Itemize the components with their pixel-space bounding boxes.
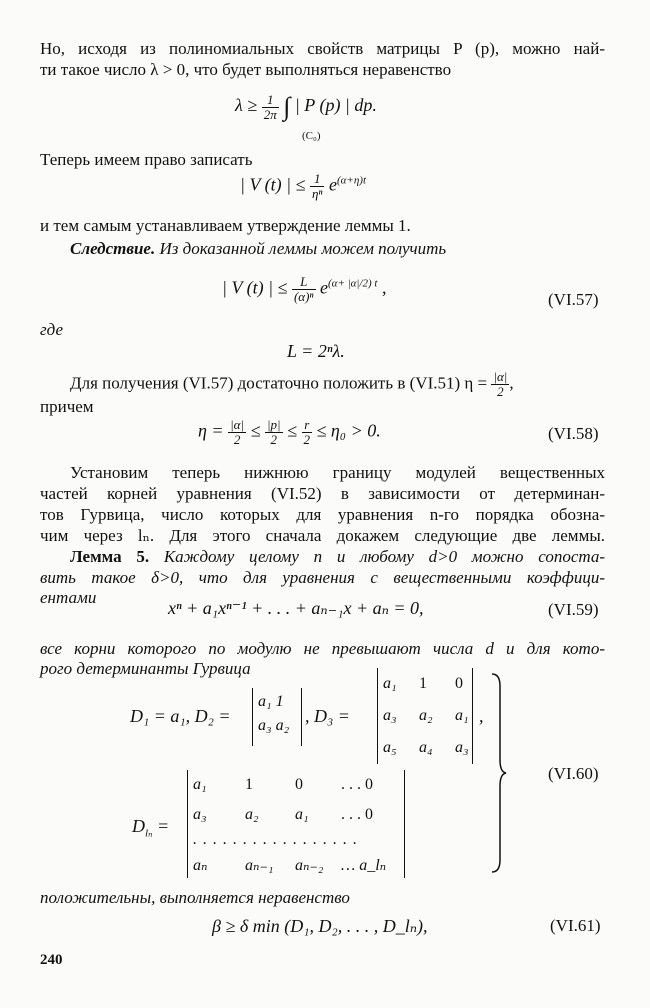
lemma5-text1: Каждому целому n и любому d>0 можно сопоста- (163, 547, 606, 566)
equation-L: L = 2ⁿλ. (287, 341, 345, 361)
eq58-frac1: $\frac{|\alpha|}{2}$ (230, 417, 245, 447)
eq2-fraction: $\frac{1}{\text{ηⁿ}}$ (311, 171, 323, 201)
det2-left-bar (252, 688, 253, 746)
eq57-lhs: | V (t) | ≤ (222, 277, 288, 298)
eq58-tail: ≤ η₀ > 0. (316, 420, 381, 441)
tag-VI59: (VI.59) (548, 600, 599, 619)
eq2-exp-base: e (328, 174, 337, 195)
tag-VI57: (VI.57) (548, 290, 599, 309)
integral-sign: ∫ (283, 92, 291, 121)
eq58-le2: ≤ (287, 420, 297, 441)
para5-line4: чим через lₙ. Для этого сначала докажем следующие две леммы. (40, 526, 605, 545)
para4-fraction: $\frac{|\alpha|}{2}$ (493, 369, 508, 399)
eq2-lhs: | V (t) | ≤ (240, 174, 306, 195)
para3: и тем самым устанавливаем утверждение леммы 1. (40, 216, 411, 235)
eq1-lhs: λ ≥ (235, 95, 258, 116)
eq57-fraction: $\frac{L}{\text{(α)ⁿ}}$ (293, 274, 314, 304)
para4-line2: причем (40, 397, 94, 416)
equation-lambda (235, 92, 377, 122)
eq58-frac3: $\frac{r}{2}$ (303, 417, 310, 447)
det2-matrix (258, 690, 289, 738)
corollary-text: Из доказанной леммы можем получить (159, 239, 447, 258)
para5-line1: Установим теперь нижнюю границу модулей вещественных (70, 463, 605, 482)
para4-line1 (70, 370, 514, 399)
detl-matrix: a₁ 1 0 . . . 0 a₃ a₂ a₁ . . . 0 . . . . . . . . . . . . . . . . . aₙ aₙ₋₁ aₙ₋₂ … a_lₙ (193, 776, 387, 874)
tag-VI58: (VI.58) (548, 424, 599, 443)
eq60-D1-D2: D₁ = a₁, D₂ = (130, 706, 231, 726)
lemma5-line5: рого детерминанты Гурвица (40, 659, 251, 678)
eq1-body: | P (p) | dp. (294, 95, 377, 116)
equation-VI57 (222, 275, 386, 304)
para4-comma: , (509, 373, 514, 393)
equation-VI58 (198, 418, 381, 447)
lemma5-line2: вить такое δ>0, что для уравнения с вещественными коэффици- (40, 568, 605, 587)
lemma5-line1 (70, 546, 605, 567)
eq60-comma: , (479, 706, 484, 726)
para5-line2: частей корней уравнения (VI.52) в зависимости от детерминан- (40, 484, 605, 503)
equation-V-bound (240, 172, 366, 201)
para5-line3: тов Гурвица, число которых для уравнения n-го порядка обозна- (40, 505, 605, 524)
det2-row2: a₃ a₂ (258, 717, 290, 734)
equation-VI59: xⁿ + a₁xⁿ⁻¹ + . . . + aₙ₋₁x + aₙ = 0, (168, 598, 424, 618)
eq57-comma: , (381, 277, 387, 298)
where-label: где (40, 320, 63, 339)
lemma5-line4: все корни которого по модулю не превышают числа d и для кото- (40, 639, 605, 658)
eq60-Dl-label: $D_{l_n}$ = (132, 816, 170, 840)
eq1-contour-subscript: (C₀) (302, 130, 321, 142)
detl-left-bar (187, 770, 188, 878)
lemma5-line6: положительны, выполняется неравенство (40, 888, 350, 907)
lemma5-title: Лемма 5. (70, 547, 150, 566)
eq58-eta: η = (198, 420, 224, 441)
corollary-title: Следствие. (70, 239, 156, 258)
right-brace (488, 672, 508, 874)
det3-left-bar (377, 668, 378, 764)
page-number: 240 (40, 952, 63, 968)
eq2-exponent: (α+η)t (336, 174, 367, 187)
corollary (70, 239, 446, 259)
detl-right-bar (404, 770, 405, 878)
eq58-le1: ≤ (250, 420, 261, 441)
equation-VI61: β ≥ δ min (D₁, D₂, . . . , D_lₙ), (212, 916, 428, 936)
eq57-exp-base: e (320, 277, 329, 298)
para1-line1: Но, исходя из полиномиальных свойств матрицы P (p), можно най- (40, 39, 605, 58)
det3-right-bar (472, 668, 473, 764)
para2: Теперь имеем право записать (40, 150, 253, 169)
lemma5-line3: ентами (40, 588, 97, 607)
para1-line2: ти такое число λ > 0, что будет выполняться неравенство (40, 60, 452, 79)
tag-VI61: (VI.61) (550, 916, 601, 935)
det2-right-bar (301, 688, 302, 746)
det3-matrix: a₁ 1 0 a₃ a₂ a₁ a₅ a₄ a₃ (383, 675, 469, 756)
para4-text: Для получения (VI.57) достаточно положить в (VI.51) η = (70, 373, 488, 393)
eq58-frac2: $\frac{|p|}{2}$ (266, 417, 281, 447)
tag-VI60: (VI.60) (548, 764, 599, 783)
eq60-D3-label: , D₃ = (305, 706, 350, 726)
eq57-exponent: (α+ |α|/2) t (328, 277, 378, 290)
det2-row1: a₁ 1 (258, 693, 284, 710)
eq1-fraction: $\frac{1}{2\pi}$ (263, 91, 277, 122)
